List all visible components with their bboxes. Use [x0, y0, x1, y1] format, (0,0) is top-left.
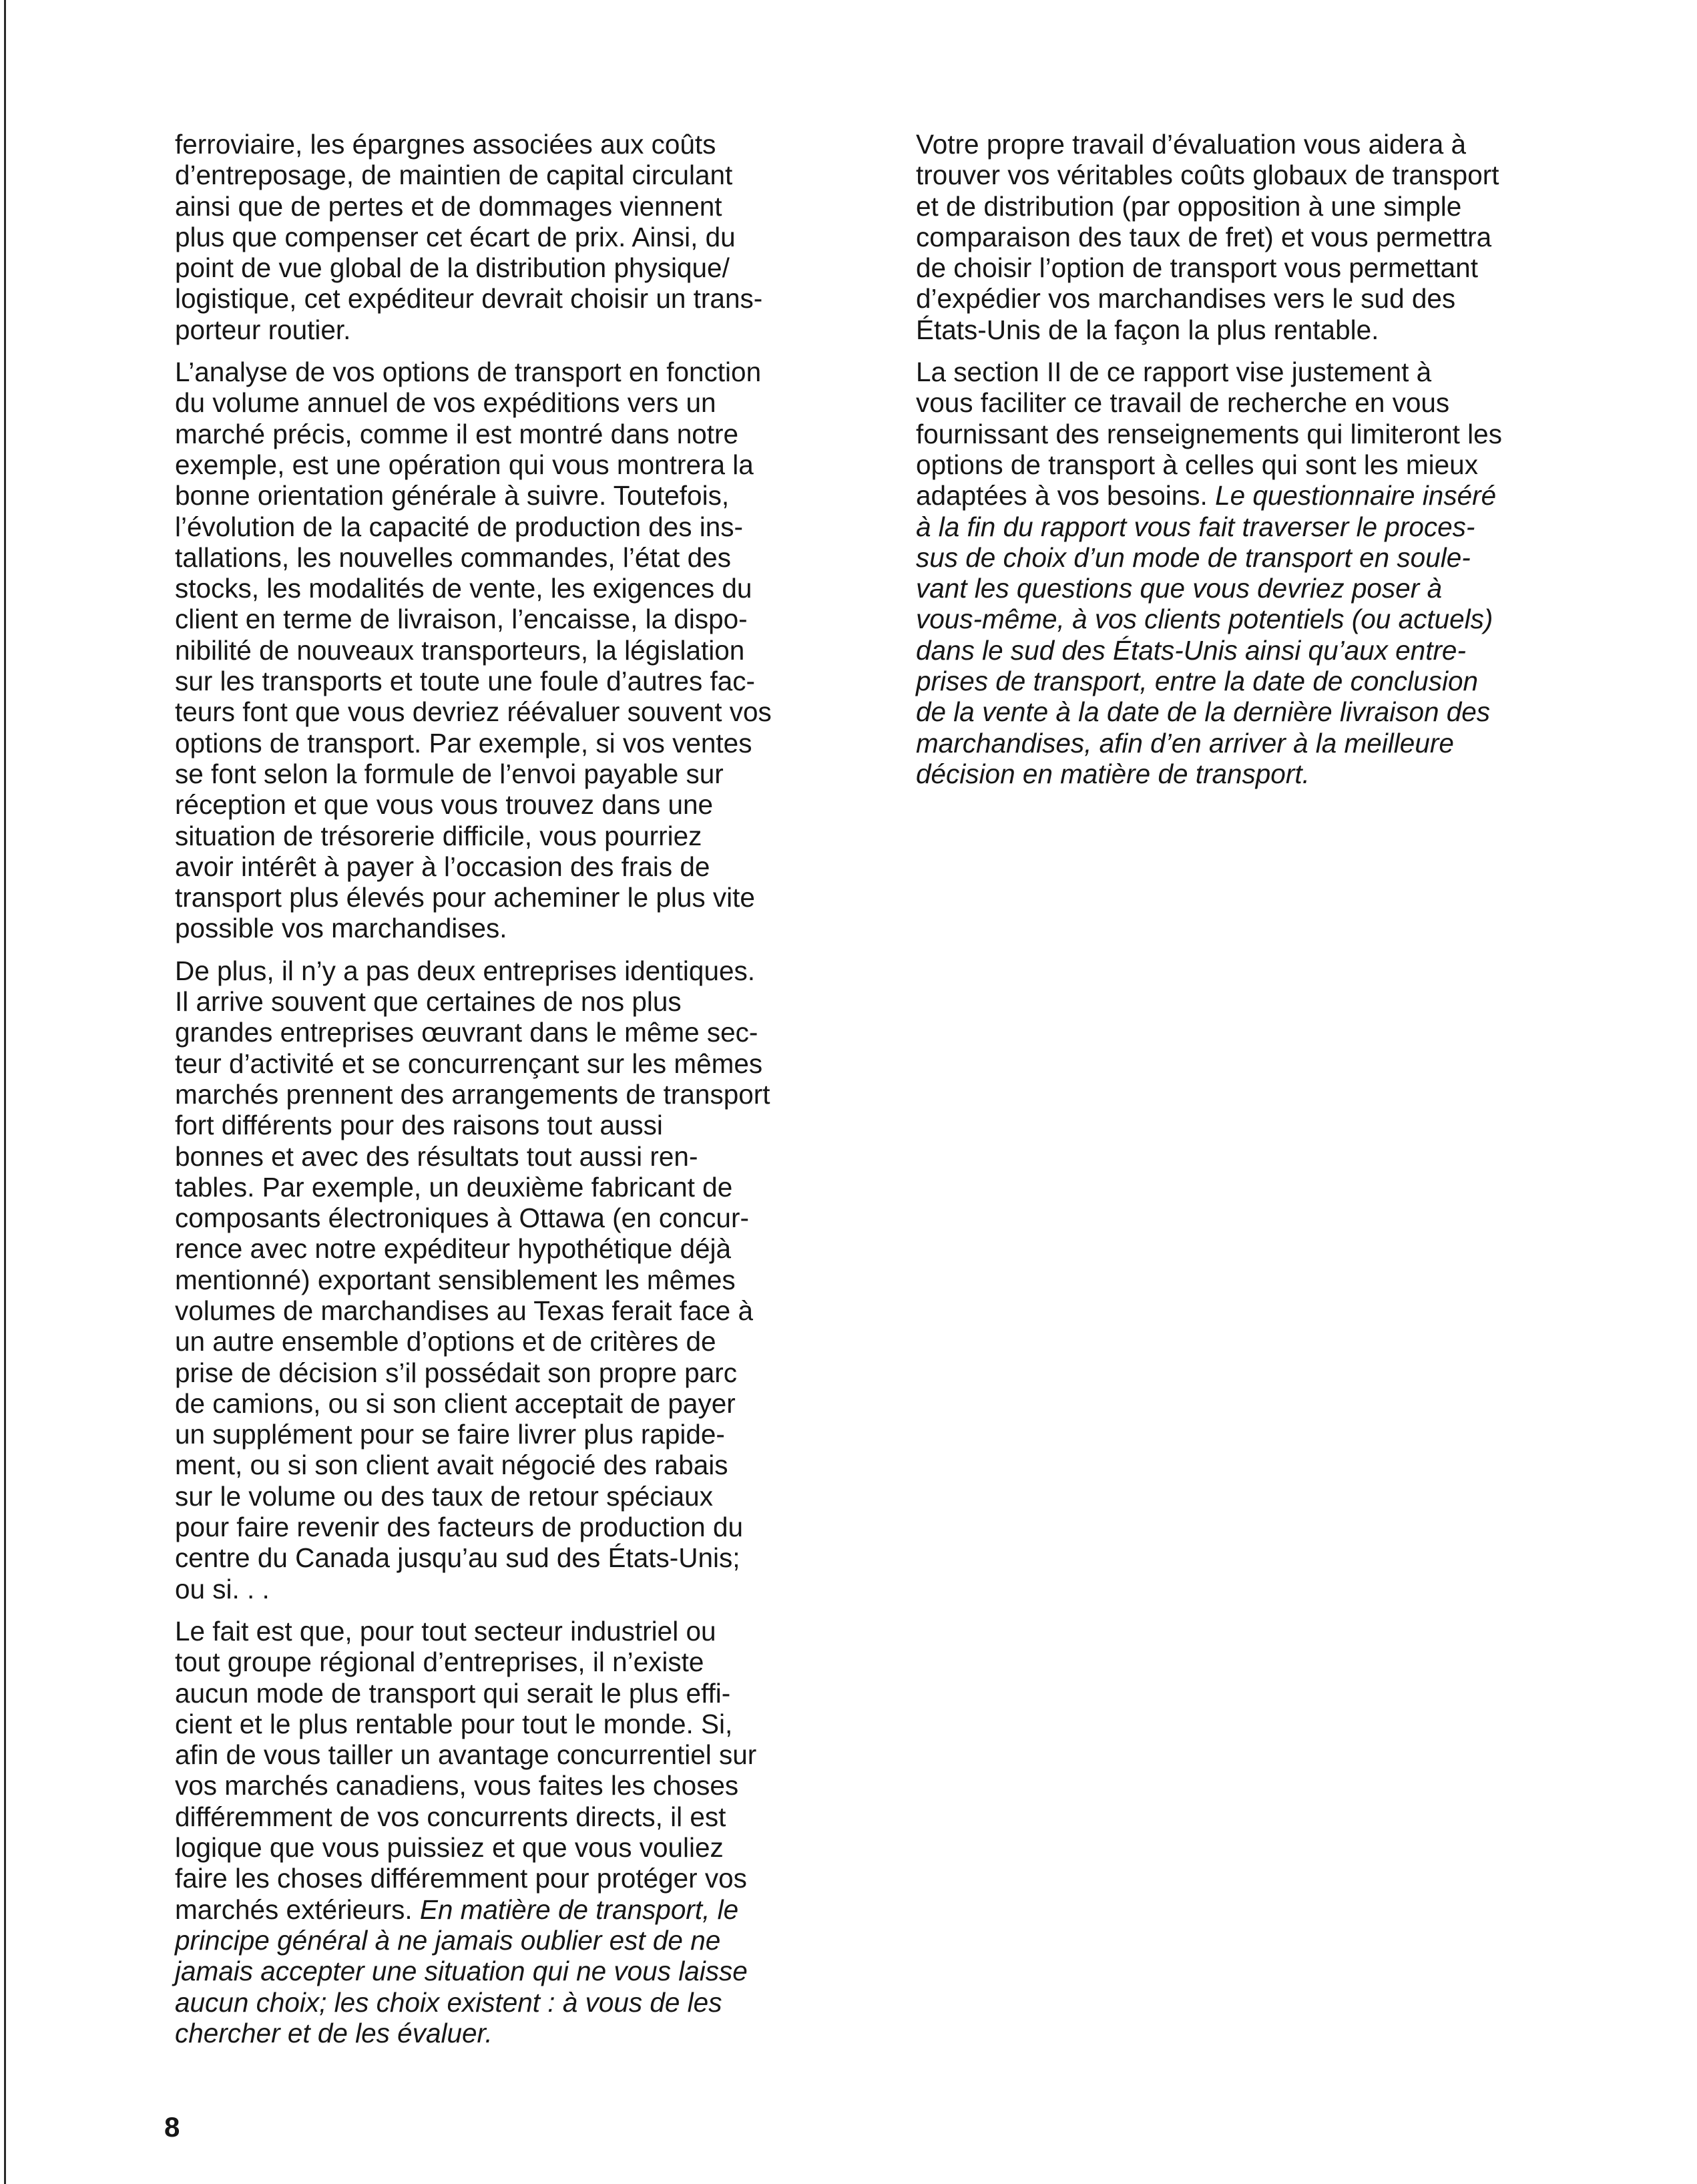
paragraph: [916, 357, 1610, 789]
left-margin-rule: [4, 0, 6, 2184]
paragraph: [175, 129, 884, 345]
paragraph-italic-text: Le questionnaire inséré à la fin du rapport vous fait traverser le proces- sus de choix d’un mode de transport en soule- vant les questions que vous devriez poser à vous-même, à vos clients potentiels (ou actuels) dans le sud des États-Unis ainsi qu’aux entre- prises de transport, entre la date de conclusion de la vente à la date de la dernière livraison des marchandises, afin d’en arriver à la meilleure décision en matière de transport.: [916, 480, 1497, 789]
right-column: [916, 129, 1610, 801]
paragraph: [916, 129, 1610, 345]
paragraph-text: La section II de ce rapport vise justement à vous faciliter ce travail de recherche en vous fournissant des renseignements qui limiteront les options de transport à celles qui sont les mieux adaptées à vos besoins.: [916, 357, 1502, 511]
paragraph: [175, 1616, 884, 2048]
paragraph-text: De plus, il n’y a pas deux entreprises identiques. Il arrive souvent que certaines de nos plus grandes entreprises œuvrant dans le même sec- teur d’activité et se concurrençant sur les mêmes marchés prennent des arrangements de transport fort différents pour des raisons tout aussi bonnes et avec des résultats tout aussi ren- tables. Par exemple, un deuxième fabricant de composants électroniques à Ottawa (en concur- rence avec notre expéditeur hypothétique déjà mentionné) exportant sensiblement les mêmes volumes de marchandises au Texas ferait face à un autre ensemble d’options et de critères de prise de décision s’il possédait son propre parc de camions, ou si son client acceptait de payer un supplément pour se faire livrer plus rapide- ment, ou si son client avait négocié des rabais sur le volume ou des taux de retour spéciaux pour faire revenir des facteurs de production du centre du Canada jusqu’au sud des États-Unis; ou si. . .: [175, 955, 770, 1604]
paragraph: [175, 955, 884, 1604]
paragraph-italic-text: En matière de transport, le principe général à ne jamais oublier est de ne jamais accepter une situation qui ne vous laisse aucun choix; les choix existent : à vous de les chercher et de les évaluer.: [175, 1894, 748, 2048]
paragraph-text: Le fait est que, pour tout secteur industriel ou tout groupe régional d’entreprises, il n’existe aucun mode de transport qui serait le plus effi- cient et le plus rentable pour tout le monde. Si, afin de vous tailler un avantage concurrentiel sur vos marchés canadiens, vous faites les choses différemment de vos concurrents directs, il est logique que vous puissiez et que vous vouliez faire les choses différemment pour protéger vos marchés extérieurs.: [175, 1615, 757, 1925]
page-number: 8: [164, 2111, 180, 2143]
paragraph-text: Votre propre travail d’évaluation vous aidera à trouver vos véritables coûts globaux de transport et de distribution (par opposition à une simple comparaison des taux de fret) et vous permettra de choisir l’option de transport vous permettant d’expédier vos marchandises vers le sud des États-Unis de la façon la plus rentable.: [916, 129, 1499, 345]
paragraph-text: ferroviaire, les épargnes associées aux coûts d’entreposage, de maintien de capital circulant ainsi que de pertes et de dommages viennent plus que compenser cet écart de prix. Ainsi, du point de vue global de la distribution physique/ logistique, cet expéditeur devrait choisir un trans- porteur routier.: [175, 129, 763, 345]
paragraph: [175, 357, 884, 944]
left-column: [175, 129, 884, 2060]
paragraph-text: L’analyse de vos options de transport en fonction du volume annuel de vos expéditions vers un marché précis, comme il est montré dans notre exemple, est une opération qui vous montrera la bonne orientation générale à suivre. Toutefois, l’évolution de la capacité de production des ins- tallations, les nouvelles commandes, l’état des stocks, les modalités de vente, les exigences du client en terme de livraison, l’encaisse, la dispo- nibilité de nouveaux transporteurs, la législation sur les transports et toute une foule d’autres fac- teurs font que vous devriez réévaluer souvent vos options de transport. Par exemple, si vos ventes se font selon la formule de l’envoi payable sur réception et que vous vous trouvez dans une situation de trésorerie difficile, vous pourriez avoir intérêt à payer à l’occasion des frais de transport plus élevés pour acheminer le plus vite possible vos marchandises.: [175, 357, 772, 944]
